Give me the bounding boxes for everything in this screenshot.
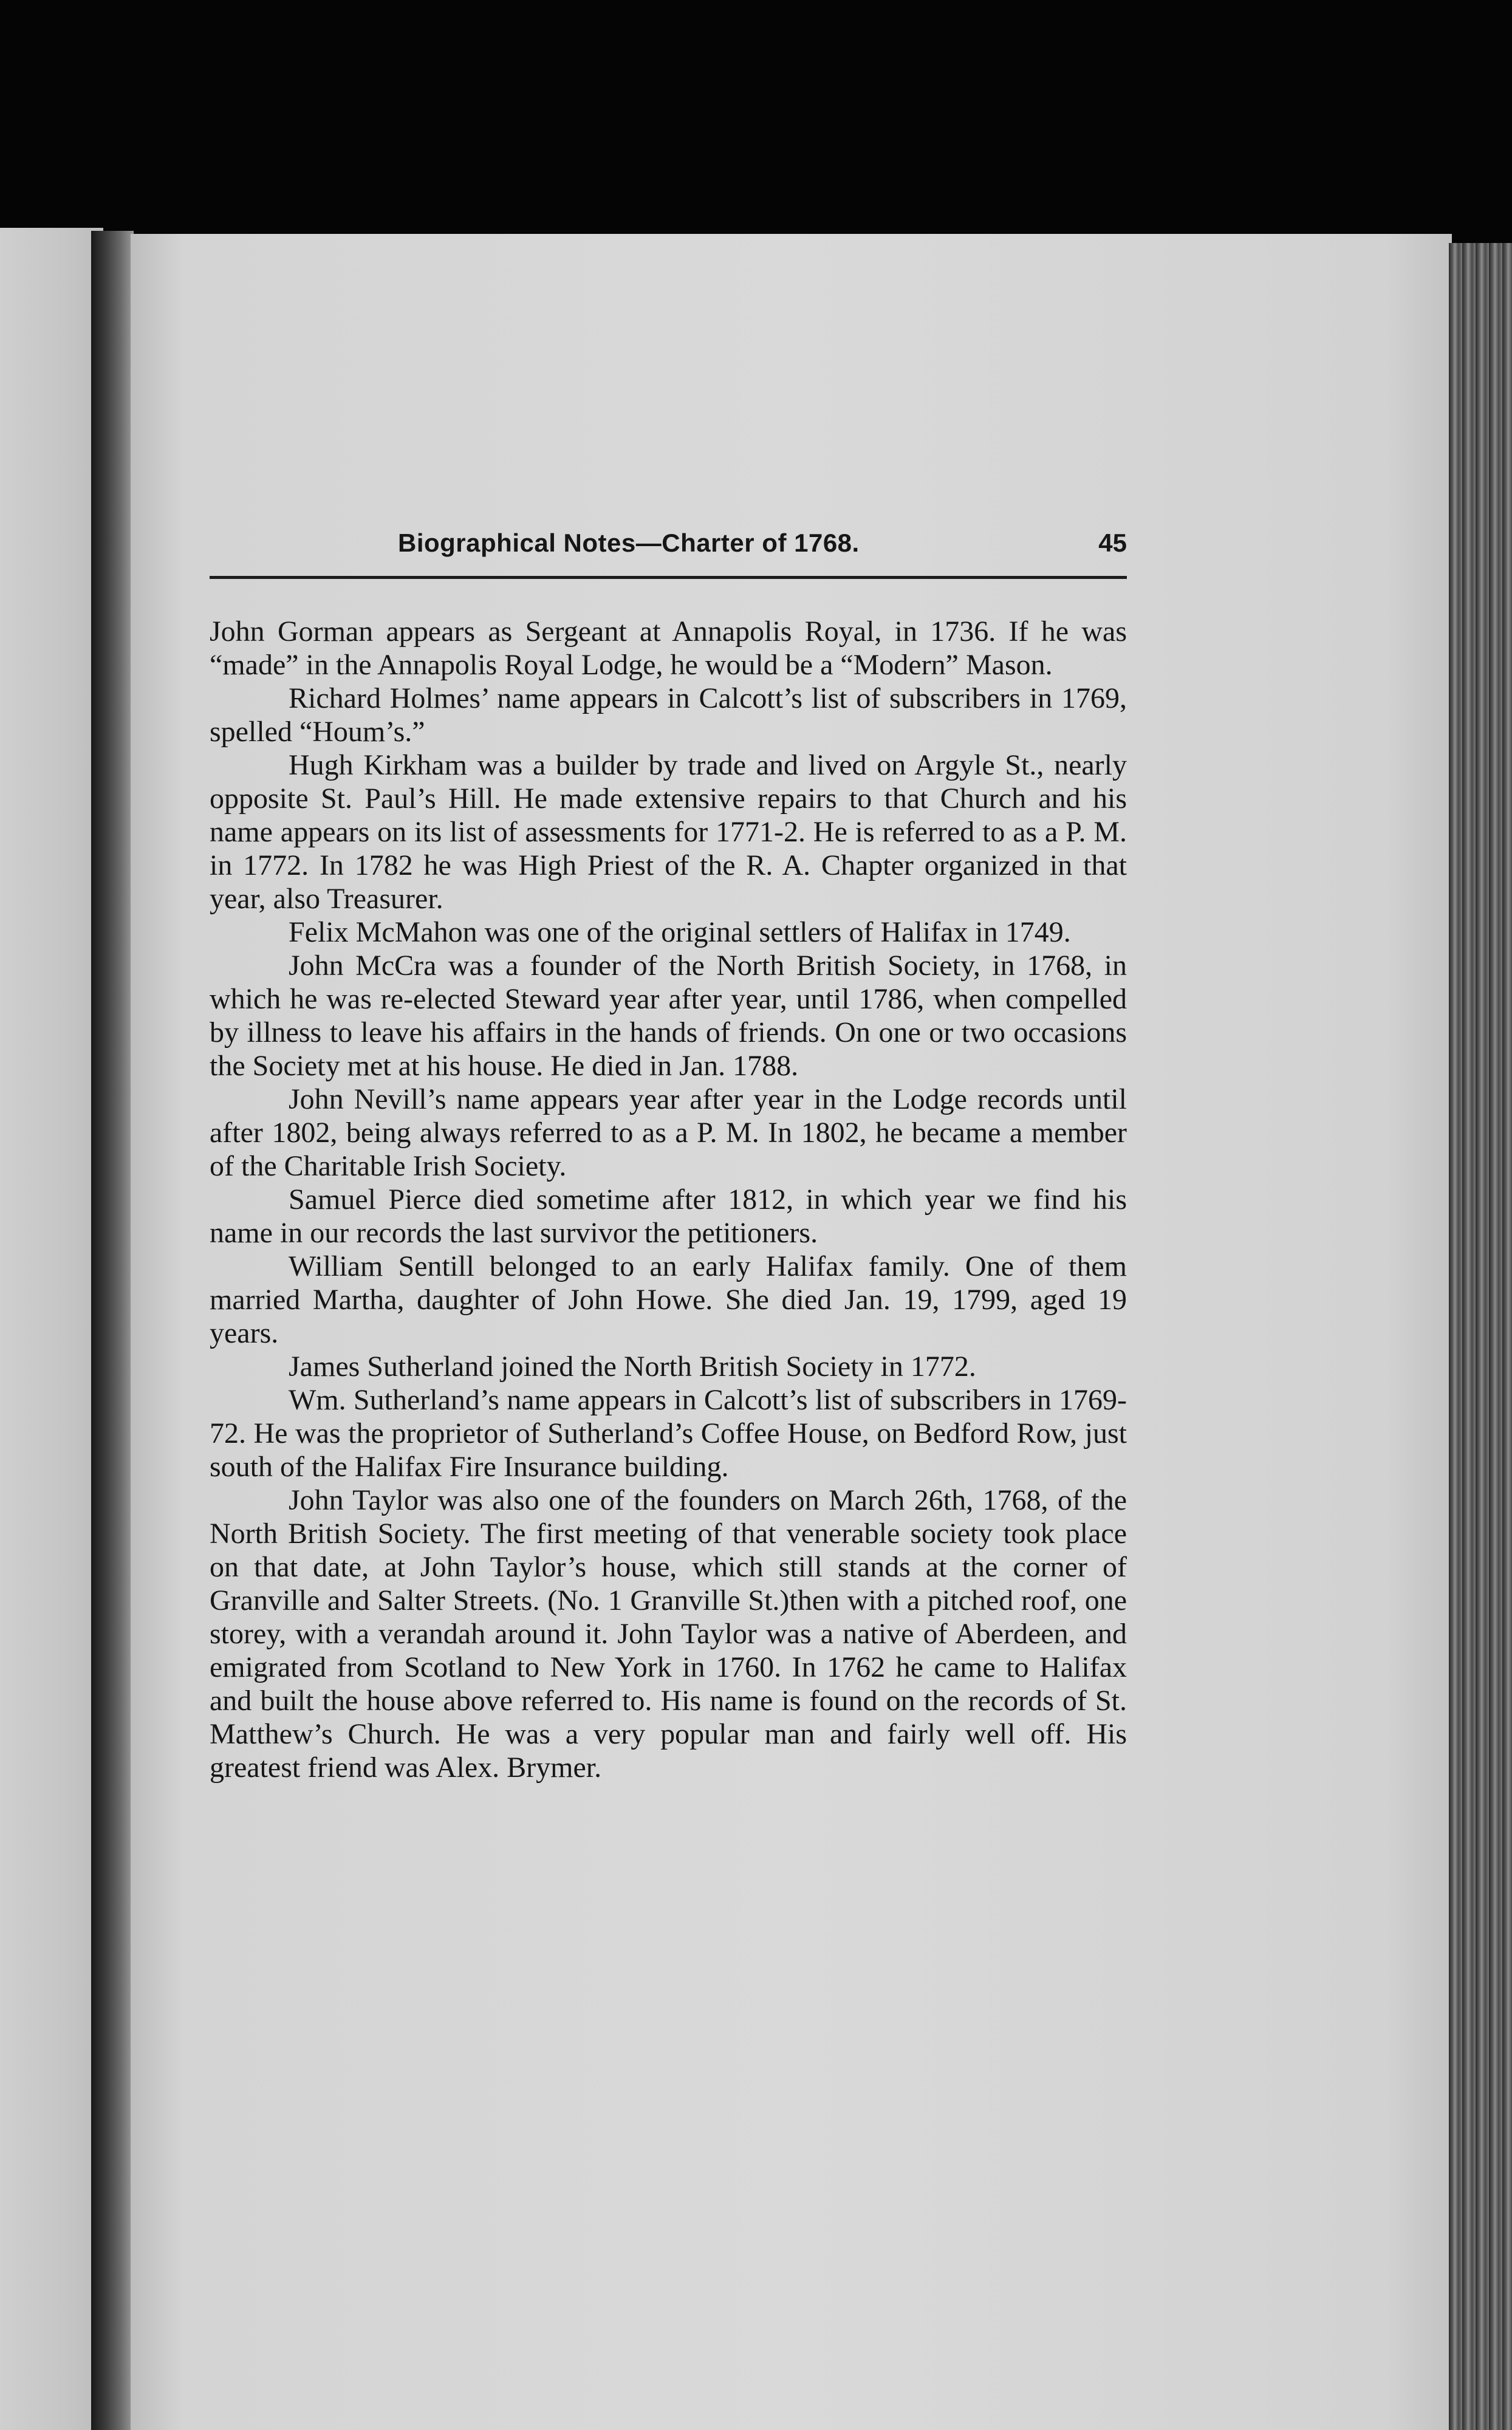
- paragraph-richard-holmes: Richard Holmes’ name appears in Calcott’s list of subscribers in 1769, spelled “Houm’s.”: [210, 682, 1127, 748]
- facing-page-edge: [0, 228, 103, 2430]
- paragraph-john-taylor: John Taylor was also one of the founders on March 26th, 1768, of the North British Society. The first meeting of that venerable society took place on that date, at John Taylor’s house, which still stands at the corner of Granville and Salter Streets. (No. 1 Granville St.)then with a pitched roof, one storey, with a verandah around it. John Taylor was a native of Aberdeen, and emigrated from Scotland to New York in 1760. In 1762 he came to Halifax and built the house above referred to. His name is found on the records of St. Matthew’s Church. He was a very popular man and fairly well off. His greatest friend was Alex. Brymer.: [210, 1484, 1127, 1784]
- page-header: [210, 529, 1127, 572]
- paragraph-hugh-kirkham: Hugh Kirkham was a builder by trade and lived on Argyle St., nearly opposite St. Paul’s Hill. He made extensive repairs to that Church and his name appears on its list of assessments for 1771-2. He is referred to as a P. M. in 1772. In 1782 he was High Priest of the R. A. Chapter organized in that year, also Treasurer.: [210, 749, 1127, 915]
- paragraph-samuel-pierce: Samuel Pierce died sometime after 1812, in which year we find his name in our records the last survivor the petitioners.: [210, 1183, 1127, 1249]
- page-number: 45: [1098, 529, 1127, 557]
- paragraph-felix-mcmahon: Felix McMahon was one of the original settlers of Halifax in 1749.: [289, 916, 1071, 948]
- book-binding-shadow: [91, 231, 134, 2430]
- paragraph-john-mccra: John McCra was a founder of the North British Society, in 1768, in which he was re-elected Steward year after year, until 1786, when compelled by illness to leave his affairs in the hands of friends. On one or two occasions the Society met at his house. He died in Jan. 1788.: [210, 950, 1127, 1082]
- paragraph-wm-sutherland: Wm. Sutherland’s name appears in Calcott’s list of subscribers in 1769-72. He was the proprietor of Sutherland’s Coffee House, on Bedford Row, just south of the Halifax Fire Insurance building.: [210, 1384, 1127, 1483]
- paragraph-james-sutherland: James Sutherland joined the North British Society in 1772.: [289, 1350, 976, 1383]
- header-rule: [210, 576, 1127, 579]
- paragraph-john-gorman: John Gorman appears as Sergeant at Annapolis Royal, in 1736. If he was “made” in the Annapolis Royal Lodge, he would be a “Modern” Mason.: [210, 615, 1127, 681]
- running-title: Biographical Notes—Charter of 1768.: [398, 529, 860, 557]
- paragraph-william-sentill: William Sentill belonged to an early Halifax family. One of them married Martha, daughter of John Howe. She died Jan. 19, 1799, aged 19 years.: [210, 1250, 1127, 1349]
- body-text: [210, 615, 1127, 1784]
- page-stack-edges: [1449, 243, 1512, 2430]
- paragraph-john-nevill: John Nevill’s name appears year after year in the Lodge records until after 1802, being always referred to as a P. M. In 1802, he became a member of the Charitable Irish Society.: [210, 1083, 1127, 1182]
